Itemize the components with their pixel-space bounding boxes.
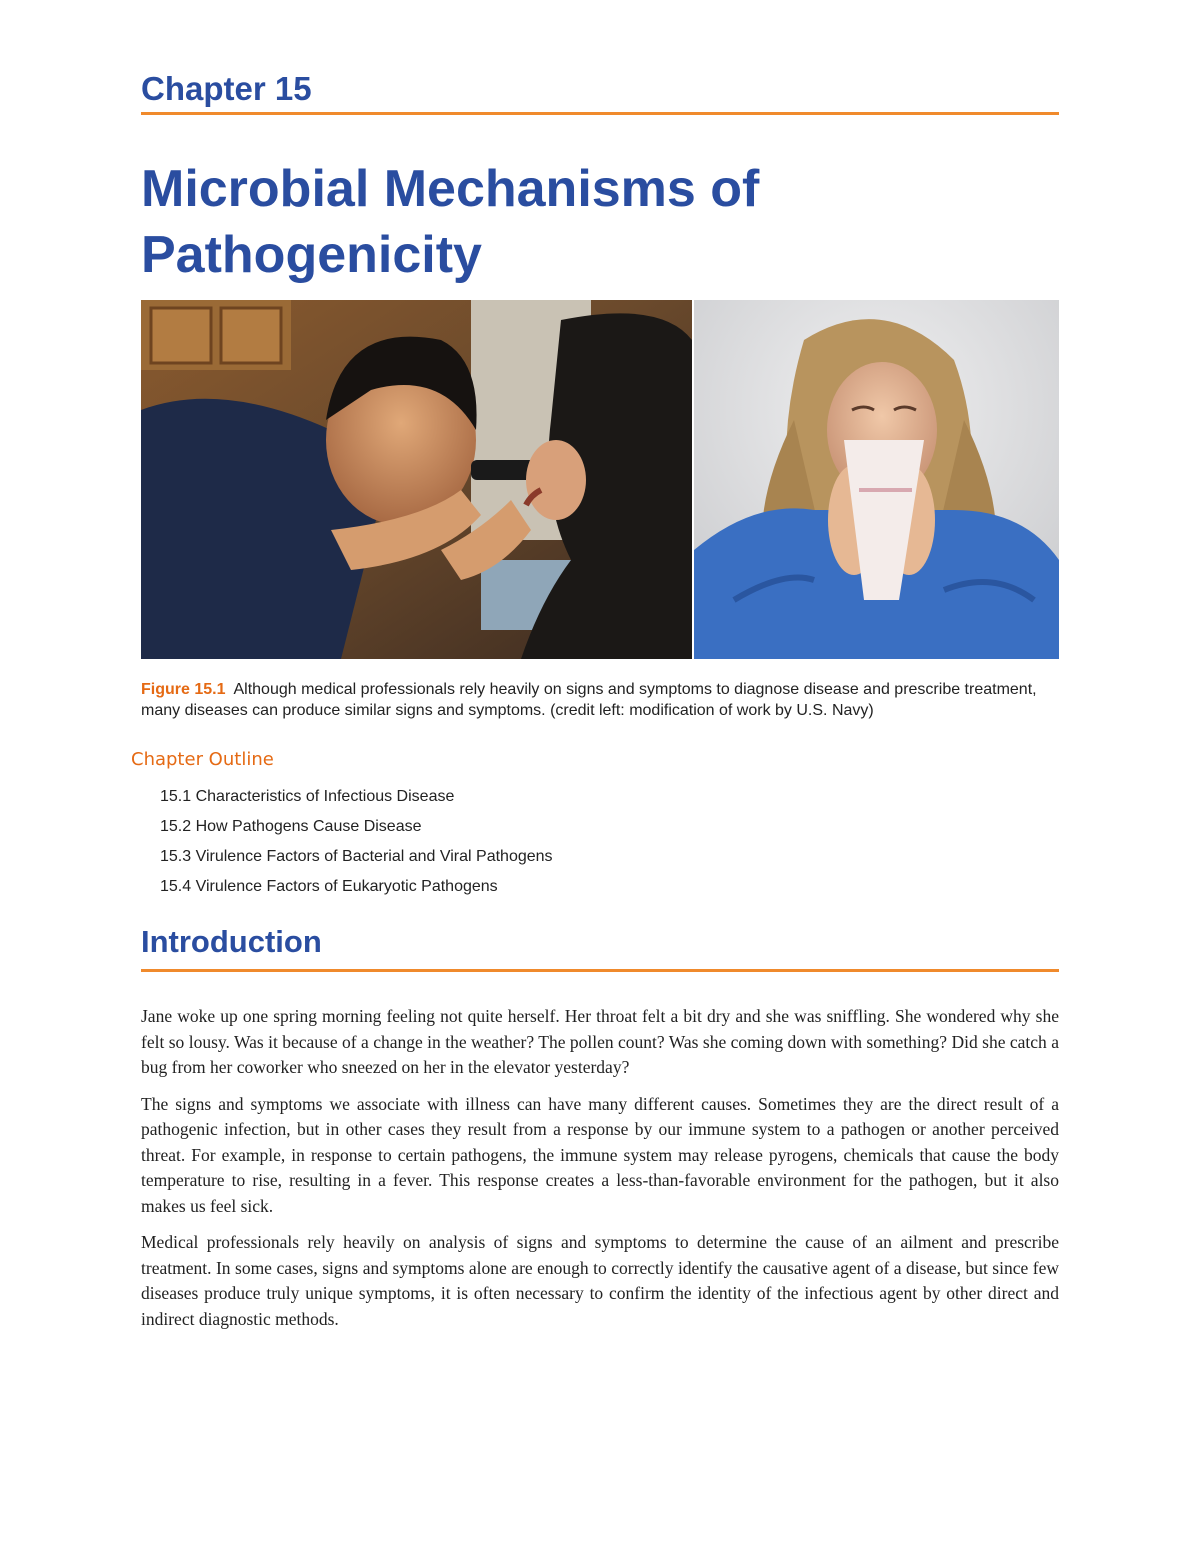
figure-15-1 [141,300,1059,659]
outline-item[interactable]: 15.3 Virulence Factors of Bacterial and Viral Pathogens [160,848,553,865]
figure-right-photo [694,300,1059,659]
intro-paragraph: Jane woke up one spring morning feeling not quite herself. Her throat felt a bit dry and she was sniffling. She wondered why she felt so lousy. Was it because of a change in the weather? The pollen count? Was she coming down with something? Did she catch a bug from her coworker who sneezed on her in the elevator yesterday? [141,1006,1059,1077]
figure-label: Figure 15.1 [141,681,226,698]
intro-paragraph: The signs and symptoms we associate with illness can have many different causes. Sometimes they are the direct result of a pathogenic infection, but in other cases they result from a response by our immune system to a pathogen or another perceived threat. For example, in response to certain pathogens, the immune system may release pyrogens, chemicals that cause the body temperature to rise, resulting in a fever. This response creates a less-than-favorable environment for the pathogen, but it also makes us feel sick. [141,1093,1059,1216]
introduction-divider [141,969,1059,972]
chapter-title: Microbial Mechanisms of Pathogenicity [141,160,760,284]
introduction-heading: Introduction [141,924,322,959]
chapter-divider [141,112,1059,115]
figure-caption-text: Although medical professionals rely heavily on signs and symptoms to diagnose disease and prescribe treatment, many diseases can produce similar signs and symptoms. (credit left: modification of work by U.S. Navy) [141,681,1037,719]
figure-caption [141,679,1059,721]
outline-item[interactable]: 15.2 How Pathogens Cause Disease [160,818,422,835]
outline-item[interactable]: 15.1 Characteristics of Infectious Disease [160,788,455,805]
intro-paragraph: Medical professionals rely heavily on analysis of signs and symptoms to determine the cause of an ailment and prescribe treatment. In some cases, signs and symptoms alone are enough to correctly identify the causative agent of a disease, but since few diseases produce truly unique symptoms, it is often necessary to confirm the identity of the infectious agent by other direct and indirect diagnostic methods. [141,1232,1059,1329]
outline-item[interactable]: 15.4 Virulence Factors of Eukaryotic Pathogens [160,878,498,895]
introduction-body [141,1004,1059,1343]
chapter-label: Chapter 15 [141,70,312,107]
figure-left-photo [141,300,692,659]
outline-title: Chapter Outline [131,749,274,770]
chapter-outline [160,787,553,907]
